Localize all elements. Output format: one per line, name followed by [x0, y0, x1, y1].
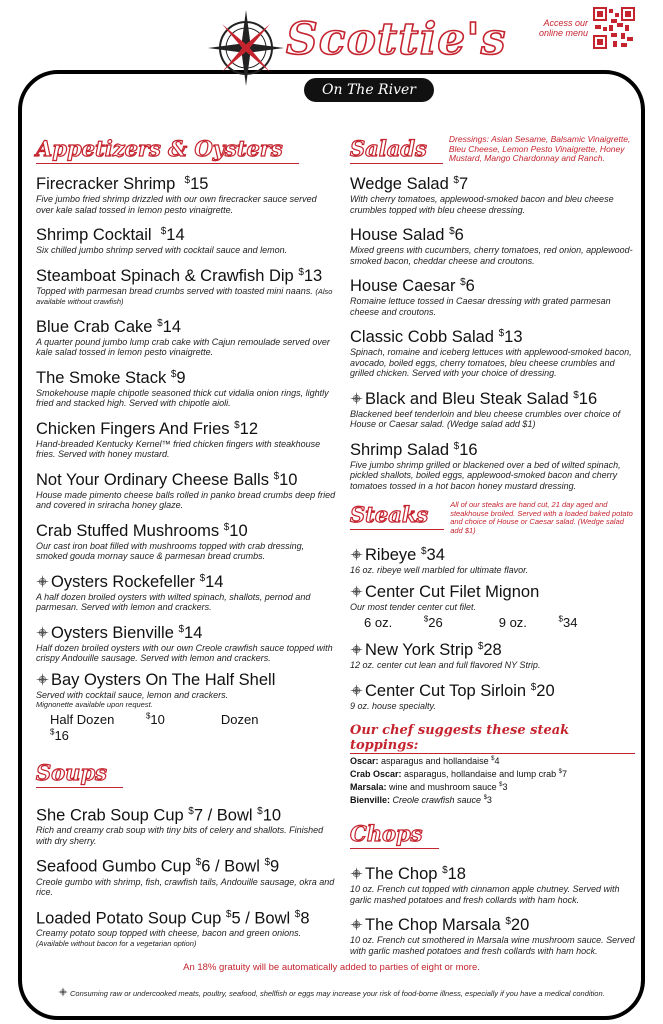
compass-icon: [36, 673, 49, 686]
menu-item[interactable]: Black and Bleu Steak Salad $16 Blackened beef tenderloin and bleu cheese crumbles over choice of House or Caesar salad. (Wedge salad add $1): [350, 389, 621, 429]
salads-title: Salads: [350, 135, 443, 164]
compass-icon: [350, 585, 363, 598]
topping-row: Crab Oscar: asparagus, hollandaise and lump crab $7: [350, 769, 567, 780]
compass-icon: [350, 867, 363, 880]
steaks-title: Steaks: [350, 501, 444, 530]
compass-icon: [350, 918, 363, 931]
menu-item[interactable]: The Chop Marsala $20 10 oz. French cut smothered in Marsala wine mushroom sauce. Served with garlic mashed potatoes and fresh collards with ham hock.: [350, 916, 635, 956]
menu-item[interactable]: The Chop $18 10 oz. French cut topped with cinnamon apple chutney. Served with garlic mashed potatoes and fresh collards with ham hock.: [350, 865, 620, 905]
menu-item[interactable]: Oysters Bienville $14 Half dozen broiled oysters with our own Creole crawfish sauce topped with crispy Andouille sausage. Served with lemon and crackers.: [36, 623, 333, 663]
topping-row: Bienville: Creole crawfish sauce $3: [350, 795, 492, 806]
menu-item[interactable]: Firecracker Shrimp $15 Five jumbo fried shrimp drizzled with our own firecracker sauce served over kale salad tossed in lemon pesto vinaigrette.: [36, 175, 317, 215]
menu-item[interactable]: Blue Crab Cake $14 A quarter pound jumbo lump crab cake with Cajun remoulade served over kale salad tossed in lemon pesto vinaigrette.: [36, 317, 330, 357]
menu-item[interactable]: Loaded Potato Soup Cup $5 / Bowl $8 Creamy potato soup topped with cheese, bacon and green onions. (Available without bacon for a vegetarian option): [36, 908, 310, 948]
menu-item[interactable]: Ribeye $34 16 oz. ribeye well marbled for ultimate flavor.: [350, 546, 529, 575]
appetizers-title: Appetizers & Oysters: [36, 135, 299, 164]
menu-item[interactable]: Seafood Gumbo Cup $6 / Bowl $9 Creole gumbo with shrimp, fish, crawfish tails, Andouille sausage, okra and rice.: [36, 857, 335, 898]
chops-title: Chops: [350, 820, 439, 849]
left-column: [36, 135, 336, 948]
menu-item[interactable]: Crab Stuffed Mushrooms $10 Our cast iron boat filled with mushrooms topped with crab dressing, smoked gouda mornay sauce & parmesan bread crumbs.: [36, 521, 305, 561]
right-column: [350, 135, 635, 956]
compass-icon: [36, 575, 49, 588]
compass-icon: [350, 684, 363, 697]
menu-item[interactable]: Center Cut Top Sirloin $20 9 oz. house specialty.: [350, 681, 555, 711]
compass-icon: [350, 548, 363, 561]
topping-row: Marsala: wine and mushroom sauce $3: [350, 782, 508, 793]
menu-item[interactable]: Wedge Salad $7 With cherry tomatoes, applewood-smoked bacon and bleu cheese crumbles topped with bleu cheese dressing.: [350, 175, 614, 215]
menu-item[interactable]: Center Cut Filet Mignon Our most tender center cut filet. 6 oz. $26 9 oz. $34: [350, 582, 578, 631]
steaks-note: All of our steaks are hand cut, 21 day aged and steakhouse broiled. Served with a loaded baked potato and choice of House or Caesar salad. (Wedge salad add $1): [450, 500, 633, 535]
compass-icon: [58, 987, 68, 997]
compass-icon: [350, 392, 363, 405]
gratuity-notice: An 18% gratuity will be automatically added to parties of eight or more.: [183, 962, 480, 973]
soups-title: Soups: [36, 759, 123, 788]
online-menu-text[interactable]: Access our online menu: [538, 18, 588, 38]
menu-item[interactable]: Chicken Fingers And Fries $12 Hand-breaded Kentucky Kernel™ fried chicken fingers with steakhouse fries. Served with honey mustard.: [36, 419, 321, 459]
logo-wordmark: Scottie's: [286, 14, 507, 65]
consumer-warning: Consuming raw or undercooked meats, poultry, seafood, shellfish or eggs may increase your risk of food-borne illness, especially if you have a medical condition.: [58, 987, 618, 998]
topping-row: Oscar: asparagus and hollandaise $4: [350, 756, 500, 767]
menu-item[interactable]: She Crab Soup Cup $7 / Bowl $10 Rich and creamy crab soup with tiny bits of celery and shallots. Finished with dry sherry.: [36, 805, 324, 846]
menu-item[interactable]: Classic Cobb Salad $13 Spinach, romaine and iceberg lettuces with applewood-smoked bacon, avocado, boiled eggs, cherry tomatoes, bleu cheese crumbles and grilled chicken. Served with your choice of dressing.: [350, 328, 632, 378]
menu-item[interactable]: Shrimp Cocktail $14 Six chilled jumbo shrimp served with cocktail sauce and lemon.: [36, 226, 288, 255]
logo: [206, 4, 507, 108]
compass-icon: [36, 626, 49, 639]
menu-item[interactable]: House Caesar $6 Romaine lettuce tossed in Caesar dressing with grated parmesan cheese and croutons.: [350, 277, 611, 317]
qr-code-icon[interactable]: [593, 7, 635, 49]
compass-icon: [350, 643, 363, 656]
logo-subtitle: On The River: [304, 78, 434, 102]
menu-item[interactable]: The Smoke Stack $9 Smokehouse maple chipotle seasoned thick cut vidalia onion rings, lightly fried and stacked high. Served with chipotle aioli.: [36, 368, 329, 408]
toppings-title: Our chef suggests these steak toppings:: [350, 723, 635, 754]
compass-rose-icon: [206, 8, 286, 88]
header: [0, 0, 663, 110]
menu-item[interactable]: Shrimp Salad $16 Five jumbo shrimp grilled or blackened over a bed of wilted spinach, pickled shallots, boiled eggs, applewood-smoked bacon and cherry tomatoes tossed in a hot bacon honey mustard dressing.: [350, 440, 621, 491]
menu-item[interactable]: Oysters Rockefeller $14 A half dozen broiled oysters with wilted spinach, shallots, pernod and parmesan. Served with lemon and crackers.: [36, 572, 311, 612]
menu-item[interactable]: Bay Oysters On The Half Shell Served with cocktail sauce, lemon and crackers. Mignonette available upon request. Half Dozen $10 Dozen $16: [36, 670, 276, 743]
menu-item[interactable]: Steamboat Spinach & Crawfish Dip $13 Topped with parmesan bread crumbs served with toasted mini naans. (Also available without crawfish): [36, 266, 333, 306]
menu-item[interactable]: House Salad $6 Mixed greens with cucumbers, cherry tomatoes, red onion, applewood-smoked bacon, cheddar cheese and croutons.: [350, 226, 633, 266]
menu-item[interactable]: New York Strip $28 12 oz. center cut lean and full flavored NY Strip.: [350, 641, 541, 671]
menu-item[interactable]: Not Your Ordinary Cheese Balls $10 House made pimento cheese balls rolled in panko bread crumbs deep fried and covered in sriracha honey glaze.: [36, 470, 336, 510]
salads-dressings-note: Dressings: Asian Sesame, Balsamic Vinaigrette, Bleu Cheese, Lemon Pesto Vinaigrette, Honey Mustard, Mango Chardonnay and Ranch.: [448, 134, 631, 163]
